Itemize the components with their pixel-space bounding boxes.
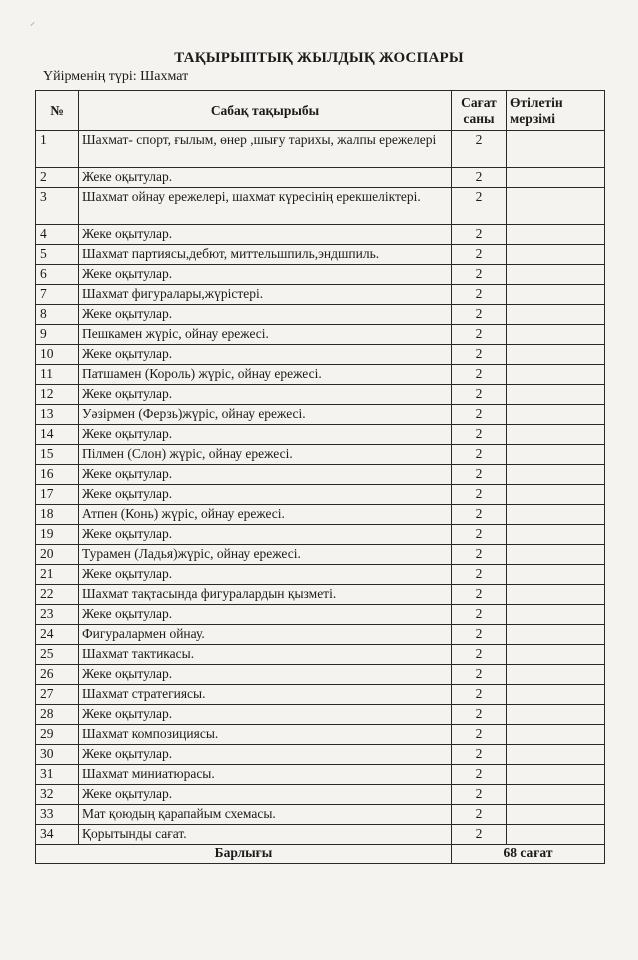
- row-hours: 2: [452, 485, 507, 505]
- row-topic: Жеке оқытулар.: [79, 465, 452, 485]
- row-hours: 2: [452, 605, 507, 625]
- row-topic: Шахмат композициясы.: [79, 725, 452, 745]
- row-hours: 2: [452, 625, 507, 645]
- row-hours: 2: [452, 365, 507, 385]
- row-topic: Жеке оқытулар.: [79, 425, 452, 445]
- row-hours: 2: [452, 265, 507, 285]
- row-topic: Мат қоюдың қарапайым схемасы.: [79, 805, 452, 825]
- row-number: 6: [36, 265, 79, 285]
- table-row: [36, 765, 605, 785]
- total-row: [36, 845, 605, 864]
- row-date: [507, 525, 605, 545]
- row-number: 1: [36, 131, 79, 168]
- row-number: 5: [36, 245, 79, 265]
- row-date: [507, 485, 605, 505]
- row-date: [507, 805, 605, 825]
- row-topic: Атпен (Конь) жүріс, ойнау ережесі.: [79, 505, 452, 525]
- row-date: [507, 305, 605, 325]
- row-date: [507, 131, 605, 168]
- table-row: [36, 505, 605, 525]
- table-row: [36, 805, 605, 825]
- row-number: 7: [36, 285, 79, 305]
- row-topic: Уәзірмен (Ферзь)жүріс, ойнау ережесі.: [79, 405, 452, 425]
- row-number: 17: [36, 485, 79, 505]
- row-topic: Жеке оқытулар.: [79, 225, 452, 245]
- row-topic: Жеке оқытулар.: [79, 168, 452, 188]
- row-date: [507, 625, 605, 645]
- table-row: [36, 188, 605, 225]
- table-row: [36, 365, 605, 385]
- row-date: [507, 665, 605, 685]
- row-date: [507, 785, 605, 805]
- table-row: [36, 625, 605, 645]
- table-row: [36, 605, 605, 625]
- table-row: [36, 665, 605, 685]
- row-number: 4: [36, 225, 79, 245]
- row-date: [507, 345, 605, 365]
- table-row: [36, 405, 605, 425]
- row-date: [507, 545, 605, 565]
- row-number: 29: [36, 725, 79, 745]
- table-row: [36, 385, 605, 405]
- row-hours: 2: [452, 445, 507, 465]
- header-topic: Сабақ тақырыбы: [79, 91, 452, 131]
- row-date: [507, 365, 605, 385]
- row-number: 16: [36, 465, 79, 485]
- row-topic: Шахмат тақтасында фигуралардын қызметі.: [79, 585, 452, 605]
- row-hours: 2: [452, 168, 507, 188]
- row-date: [507, 385, 605, 405]
- row-date: [507, 265, 605, 285]
- row-number: 11: [36, 365, 79, 385]
- row-hours: 2: [452, 188, 507, 225]
- row-number: 28: [36, 705, 79, 725]
- table-row: [36, 305, 605, 325]
- row-number: 2: [36, 168, 79, 188]
- row-hours: 2: [452, 745, 507, 765]
- row-topic: Шахмат партиясы,дебют, миттельшпиль,эндшпиль.: [79, 245, 452, 265]
- table-row: [36, 445, 605, 465]
- table-header-row: [36, 91, 605, 131]
- total-label: Барлығы: [36, 845, 452, 864]
- row-number: 33: [36, 805, 79, 825]
- row-date: [507, 705, 605, 725]
- table-row: [36, 425, 605, 445]
- row-topic: Жеке оқытулар.: [79, 305, 452, 325]
- table-row: [36, 825, 605, 845]
- pen-mark: ⸝: [30, 17, 35, 28]
- row-topic: Пешкамен жүріс, ойнау ережесі.: [79, 325, 452, 345]
- row-number: 13: [36, 405, 79, 425]
- row-hours: 2: [452, 385, 507, 405]
- row-number: 21: [36, 565, 79, 585]
- row-number: 30: [36, 745, 79, 765]
- row-topic: Шахмат ойнау ережелері, шахмат күресінің ерекшеліктері.: [79, 188, 452, 225]
- row-date: [507, 168, 605, 188]
- total-value: 68 сағат: [452, 845, 605, 864]
- table-row: [36, 745, 605, 765]
- table-row: [36, 525, 605, 545]
- row-topic: Шахмат стратегиясы.: [79, 685, 452, 705]
- row-date: [507, 605, 605, 625]
- row-number: 18: [36, 505, 79, 525]
- row-number: 27: [36, 685, 79, 705]
- table-row: [36, 131, 605, 168]
- row-number: 8: [36, 305, 79, 325]
- row-hours: 2: [452, 325, 507, 345]
- row-topic: Фигуралармен ойнау.: [79, 625, 452, 645]
- table-row: [36, 265, 605, 285]
- row-hours: 2: [452, 765, 507, 785]
- row-date: [507, 245, 605, 265]
- row-number: 25: [36, 645, 79, 665]
- row-topic: Шахмат фигуралары,жүрістері.: [79, 285, 452, 305]
- row-hours: 2: [452, 345, 507, 365]
- header-number: №: [36, 91, 79, 131]
- row-number: 26: [36, 665, 79, 685]
- document-subtitle: Үйірменің түрі: Шахмат: [43, 69, 189, 84]
- row-topic: Турамен (Ладья)жүріс, ойнау ережесі.: [79, 545, 452, 565]
- row-hours: 2: [452, 685, 507, 705]
- row-hours: 2: [452, 565, 507, 585]
- table-row: [36, 225, 605, 245]
- row-topic: Шахмат миниатюрасы.: [79, 765, 452, 785]
- row-hours: 2: [452, 545, 507, 565]
- row-hours: 2: [452, 305, 507, 325]
- table-row: [36, 345, 605, 365]
- row-number: 3: [36, 188, 79, 225]
- row-date: [507, 225, 605, 245]
- row-number: 32: [36, 785, 79, 805]
- row-date: [507, 725, 605, 745]
- row-hours: 2: [452, 725, 507, 745]
- row-topic: Жеке оқытулар.: [79, 565, 452, 585]
- row-topic: Жеке оқытулар.: [79, 345, 452, 365]
- row-topic: Жеке оқытулар.: [79, 745, 452, 765]
- row-hours: 2: [452, 425, 507, 445]
- row-number: 19: [36, 525, 79, 545]
- row-topic: Пілмен (Слон) жүріс, ойнау ережесі.: [79, 445, 452, 465]
- row-hours: 2: [452, 285, 507, 305]
- row-number: 14: [36, 425, 79, 445]
- row-date: [507, 565, 605, 585]
- document-title: ТАҚЫРЫПТЫҚ ЖЫЛДЫҚ ЖОСПАРЫ: [174, 50, 464, 66]
- row-date: [507, 188, 605, 225]
- row-date: [507, 285, 605, 305]
- row-date: [507, 465, 605, 485]
- row-hours: 2: [452, 785, 507, 805]
- row-hours: 2: [452, 405, 507, 425]
- row-hours: 2: [452, 465, 507, 485]
- table-row: [36, 465, 605, 485]
- row-number: 24: [36, 625, 79, 645]
- row-topic: Жеке оқытулар.: [79, 785, 452, 805]
- row-hours: 2: [452, 585, 507, 605]
- row-hours: 2: [452, 645, 507, 665]
- row-hours: 2: [452, 665, 507, 685]
- row-date: [507, 745, 605, 765]
- table-row: [36, 785, 605, 805]
- row-date: [507, 645, 605, 665]
- row-number: 10: [36, 345, 79, 365]
- row-hours: 2: [452, 131, 507, 168]
- row-hours: 2: [452, 505, 507, 525]
- row-topic: Жеке оқытулар.: [79, 665, 452, 685]
- table-row: [36, 545, 605, 565]
- header-hours: Сағат саны: [452, 91, 507, 131]
- row-date: [507, 585, 605, 605]
- table-row: [36, 168, 605, 188]
- row-date: [507, 325, 605, 345]
- table-row: [36, 485, 605, 505]
- row-number: 31: [36, 765, 79, 785]
- row-topic: Патшамен (Король) жүріс, ойнау ережесі.: [79, 365, 452, 385]
- row-topic: Жеке оқытулар.: [79, 385, 452, 405]
- row-number: 34: [36, 825, 79, 845]
- row-number: 15: [36, 445, 79, 465]
- row-date: [507, 825, 605, 845]
- plan-table: [35, 90, 605, 864]
- row-hours: 2: [452, 705, 507, 725]
- row-number: 9: [36, 325, 79, 345]
- row-topic: Жеке оқытулар.: [79, 605, 452, 625]
- row-date: [507, 425, 605, 445]
- row-date: [507, 765, 605, 785]
- row-number: 20: [36, 545, 79, 565]
- row-hours: 2: [452, 805, 507, 825]
- table-row: [36, 585, 605, 605]
- row-number: 22: [36, 585, 79, 605]
- row-topic: Шахмат тактикасы.: [79, 645, 452, 665]
- row-date: [507, 685, 605, 705]
- row-number: 12: [36, 385, 79, 405]
- row-hours: 2: [452, 245, 507, 265]
- table-row: [36, 725, 605, 745]
- row-topic: Жеке оқытулар.: [79, 525, 452, 545]
- row-topic: Жеке оқытулар.: [79, 265, 452, 285]
- row-topic: Шахмат- спорт, ғылым, өнер ,шығу тарихы, жалпы ережелері: [79, 131, 452, 168]
- table-body: [36, 131, 605, 845]
- row-topic: Жеке оқытулар.: [79, 485, 452, 505]
- table-row: [36, 705, 605, 725]
- row-hours: 2: [452, 825, 507, 845]
- row-date: [507, 505, 605, 525]
- table-row: [36, 645, 605, 665]
- row-hours: 2: [452, 525, 507, 545]
- table-row: [36, 245, 605, 265]
- row-date: [507, 445, 605, 465]
- row-date: [507, 405, 605, 425]
- row-topic: Қорытынды сағат.: [79, 825, 452, 845]
- row-topic: Жеке оқытулар.: [79, 705, 452, 725]
- table-row: [36, 325, 605, 345]
- row-hours: 2: [452, 225, 507, 245]
- header-date: Өтілетін мерзімі: [507, 91, 605, 131]
- table-row: [36, 565, 605, 585]
- row-number: 23: [36, 605, 79, 625]
- table-row: [36, 285, 605, 305]
- table-row: [36, 685, 605, 705]
